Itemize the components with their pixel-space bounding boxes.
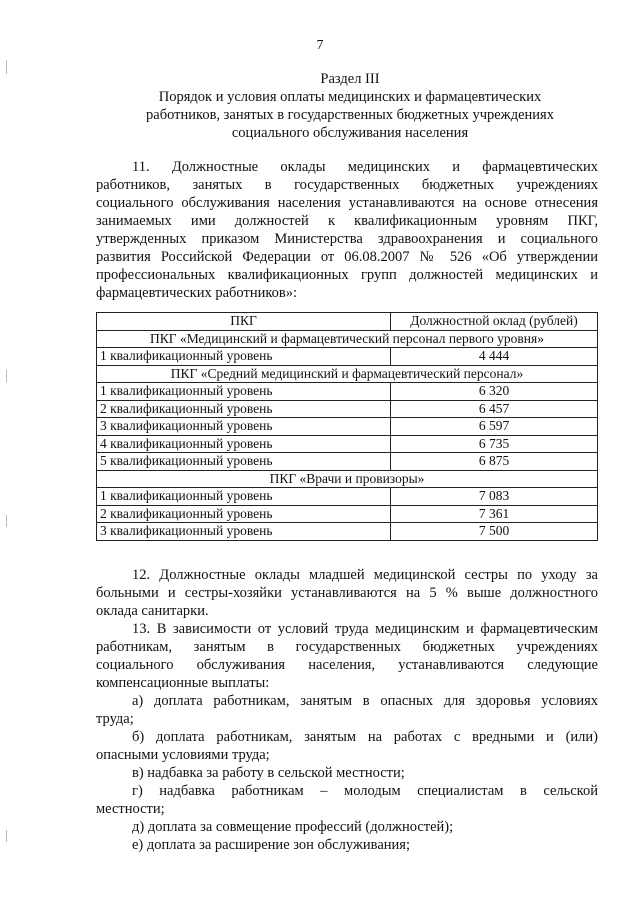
salary-cell: 6 735 (391, 435, 598, 453)
table-row (97, 418, 598, 436)
level-cell: 3 квалификационный уровень (97, 418, 391, 436)
table-row (97, 383, 598, 401)
group-title: ПКГ «Врачи и провизоры» (97, 470, 598, 488)
list-item (96, 692, 598, 728)
salary-cell: 7 083 (391, 488, 598, 506)
table-row (97, 505, 598, 523)
list-item-line: е) доплата за расширение зон обслуживания; (132, 837, 410, 853)
salary-cell: 6 320 (391, 383, 598, 401)
list-item (96, 818, 598, 836)
salary-cell: 6 457 (391, 400, 598, 418)
list-item (96, 728, 598, 764)
section-title: Раздел III (320, 71, 380, 87)
paragraph-line: развития Российской Федерации от 06.08.2007 № 526 «Об утверждении (96, 249, 598, 265)
table-group-row (97, 330, 598, 348)
salary-table (96, 312, 598, 541)
table-header-row (97, 313, 598, 331)
table-row (97, 488, 598, 506)
paragraph-line: оклада санитарки. (96, 603, 209, 619)
table-row (97, 400, 598, 418)
level-cell: 3 квалификационный уровень (97, 523, 391, 541)
section-subtitle-line: работников, занятых в государственных бюджетных учреждениях (146, 107, 554, 123)
level-cell: 1 квалификационный уровень (97, 488, 391, 506)
table-row (97, 523, 598, 541)
level-cell: 2 квалификационный уровень (97, 505, 391, 523)
paragraph-line: утвержденных приказом Министерства здравоохранения и социального (96, 231, 598, 247)
list-item-line: в) надбавка за работу в сельской местности; (132, 765, 405, 781)
paragraph-line: 12. Должностные оклады младшей медицинской сестры по уходу за (132, 567, 598, 583)
level-cell: 5 квалификационный уровень (97, 453, 391, 471)
table-row (97, 435, 598, 453)
header-salary: Должностной оклад (рублей) (391, 313, 598, 331)
table-group-row (97, 470, 598, 488)
paragraph-11 (96, 158, 598, 302)
level-cell: 1 квалификационный уровень (97, 348, 391, 366)
list-item-line: опасными условиями труда; (96, 747, 270, 763)
section-subtitle-line: Порядок и условия оплаты медицинских и фармацевтических (158, 89, 542, 105)
paragraph-line: занимаемых ими должностей к квалификационным уровням ПКГ, (96, 213, 598, 229)
scan-margin-mark (6, 60, 7, 74)
paragraph-line: больными и сестры-хозяйки устанавливаются на 5 % выше должностного (96, 585, 598, 601)
page-number: 7 (316, 38, 324, 53)
list-item-line: местности; (96, 801, 165, 817)
list-item-line: д) доплата за совмещение профессий (должностей); (132, 819, 454, 835)
header-pkg: ПКГ (97, 313, 391, 331)
salary-cell: 7 500 (391, 523, 598, 541)
paragraph-12 (96, 566, 598, 620)
paragraph-line: социального обслуживания населения, устанавливаются следующие (96, 657, 598, 673)
list-item (96, 782, 598, 818)
group-title: ПКГ «Средний медицинский и фармацевтический персонал» (97, 365, 598, 383)
list-item-line: а) доплата работникам, занятым в опасных для здоровья условиях (132, 693, 598, 709)
group-title: ПКГ «Медицинский и фармацевтический персонал первого уровня» (97, 330, 598, 348)
scan-margin-mark (6, 370, 7, 382)
list-item-line: г) надбавка работникам – молодым специалистам в сельской (132, 783, 598, 799)
paragraph-line: социального обслуживания населения устанавливаются на основе отнесения (96, 195, 598, 211)
scan-margin-mark (6, 830, 7, 842)
section-subtitle-line: социального обслуживания населения (231, 125, 469, 141)
salary-cell: 6 597 (391, 418, 598, 436)
scan-margin-mark (6, 515, 7, 527)
list-item-line: труда; (96, 711, 134, 727)
level-cell: 2 квалификационный уровень (97, 400, 391, 418)
list-item (96, 836, 598, 854)
salary-cell: 7 361 (391, 505, 598, 523)
paragraph-line: 11. Должностные оклады медицинских и фармацевтических (132, 159, 598, 175)
paragraph-line: работникам, занятым в государственных бюджетных учреждениях (96, 639, 598, 655)
section-heading (80, 70, 620, 142)
paragraph-line: профессиональных квалификационных групп должностей медицинских и (96, 267, 598, 283)
salary-cell: 4 444 (391, 348, 598, 366)
list-item (96, 764, 598, 782)
level-cell: 1 квалификационный уровень (97, 383, 391, 401)
table-row (97, 453, 598, 471)
paragraph-line: 13. В зависимости от условий труда медицинским и фармацевтическим (132, 621, 598, 637)
paragraph-13 (96, 620, 598, 692)
paragraph-line: работников, занятых в государственных бюджетных учреждениях (96, 177, 598, 193)
paragraph-line: фармацевтических работников»: (96, 285, 298, 301)
paragraph-line: компенсационные выплаты: (96, 675, 270, 691)
salary-cell: 6 875 (391, 453, 598, 471)
table-row (97, 348, 598, 366)
level-cell: 4 квалификационный уровень (97, 435, 391, 453)
list-item-line: б) доплата работникам, занятым на работах с вредными и (или) (132, 729, 598, 745)
table-group-row (97, 365, 598, 383)
